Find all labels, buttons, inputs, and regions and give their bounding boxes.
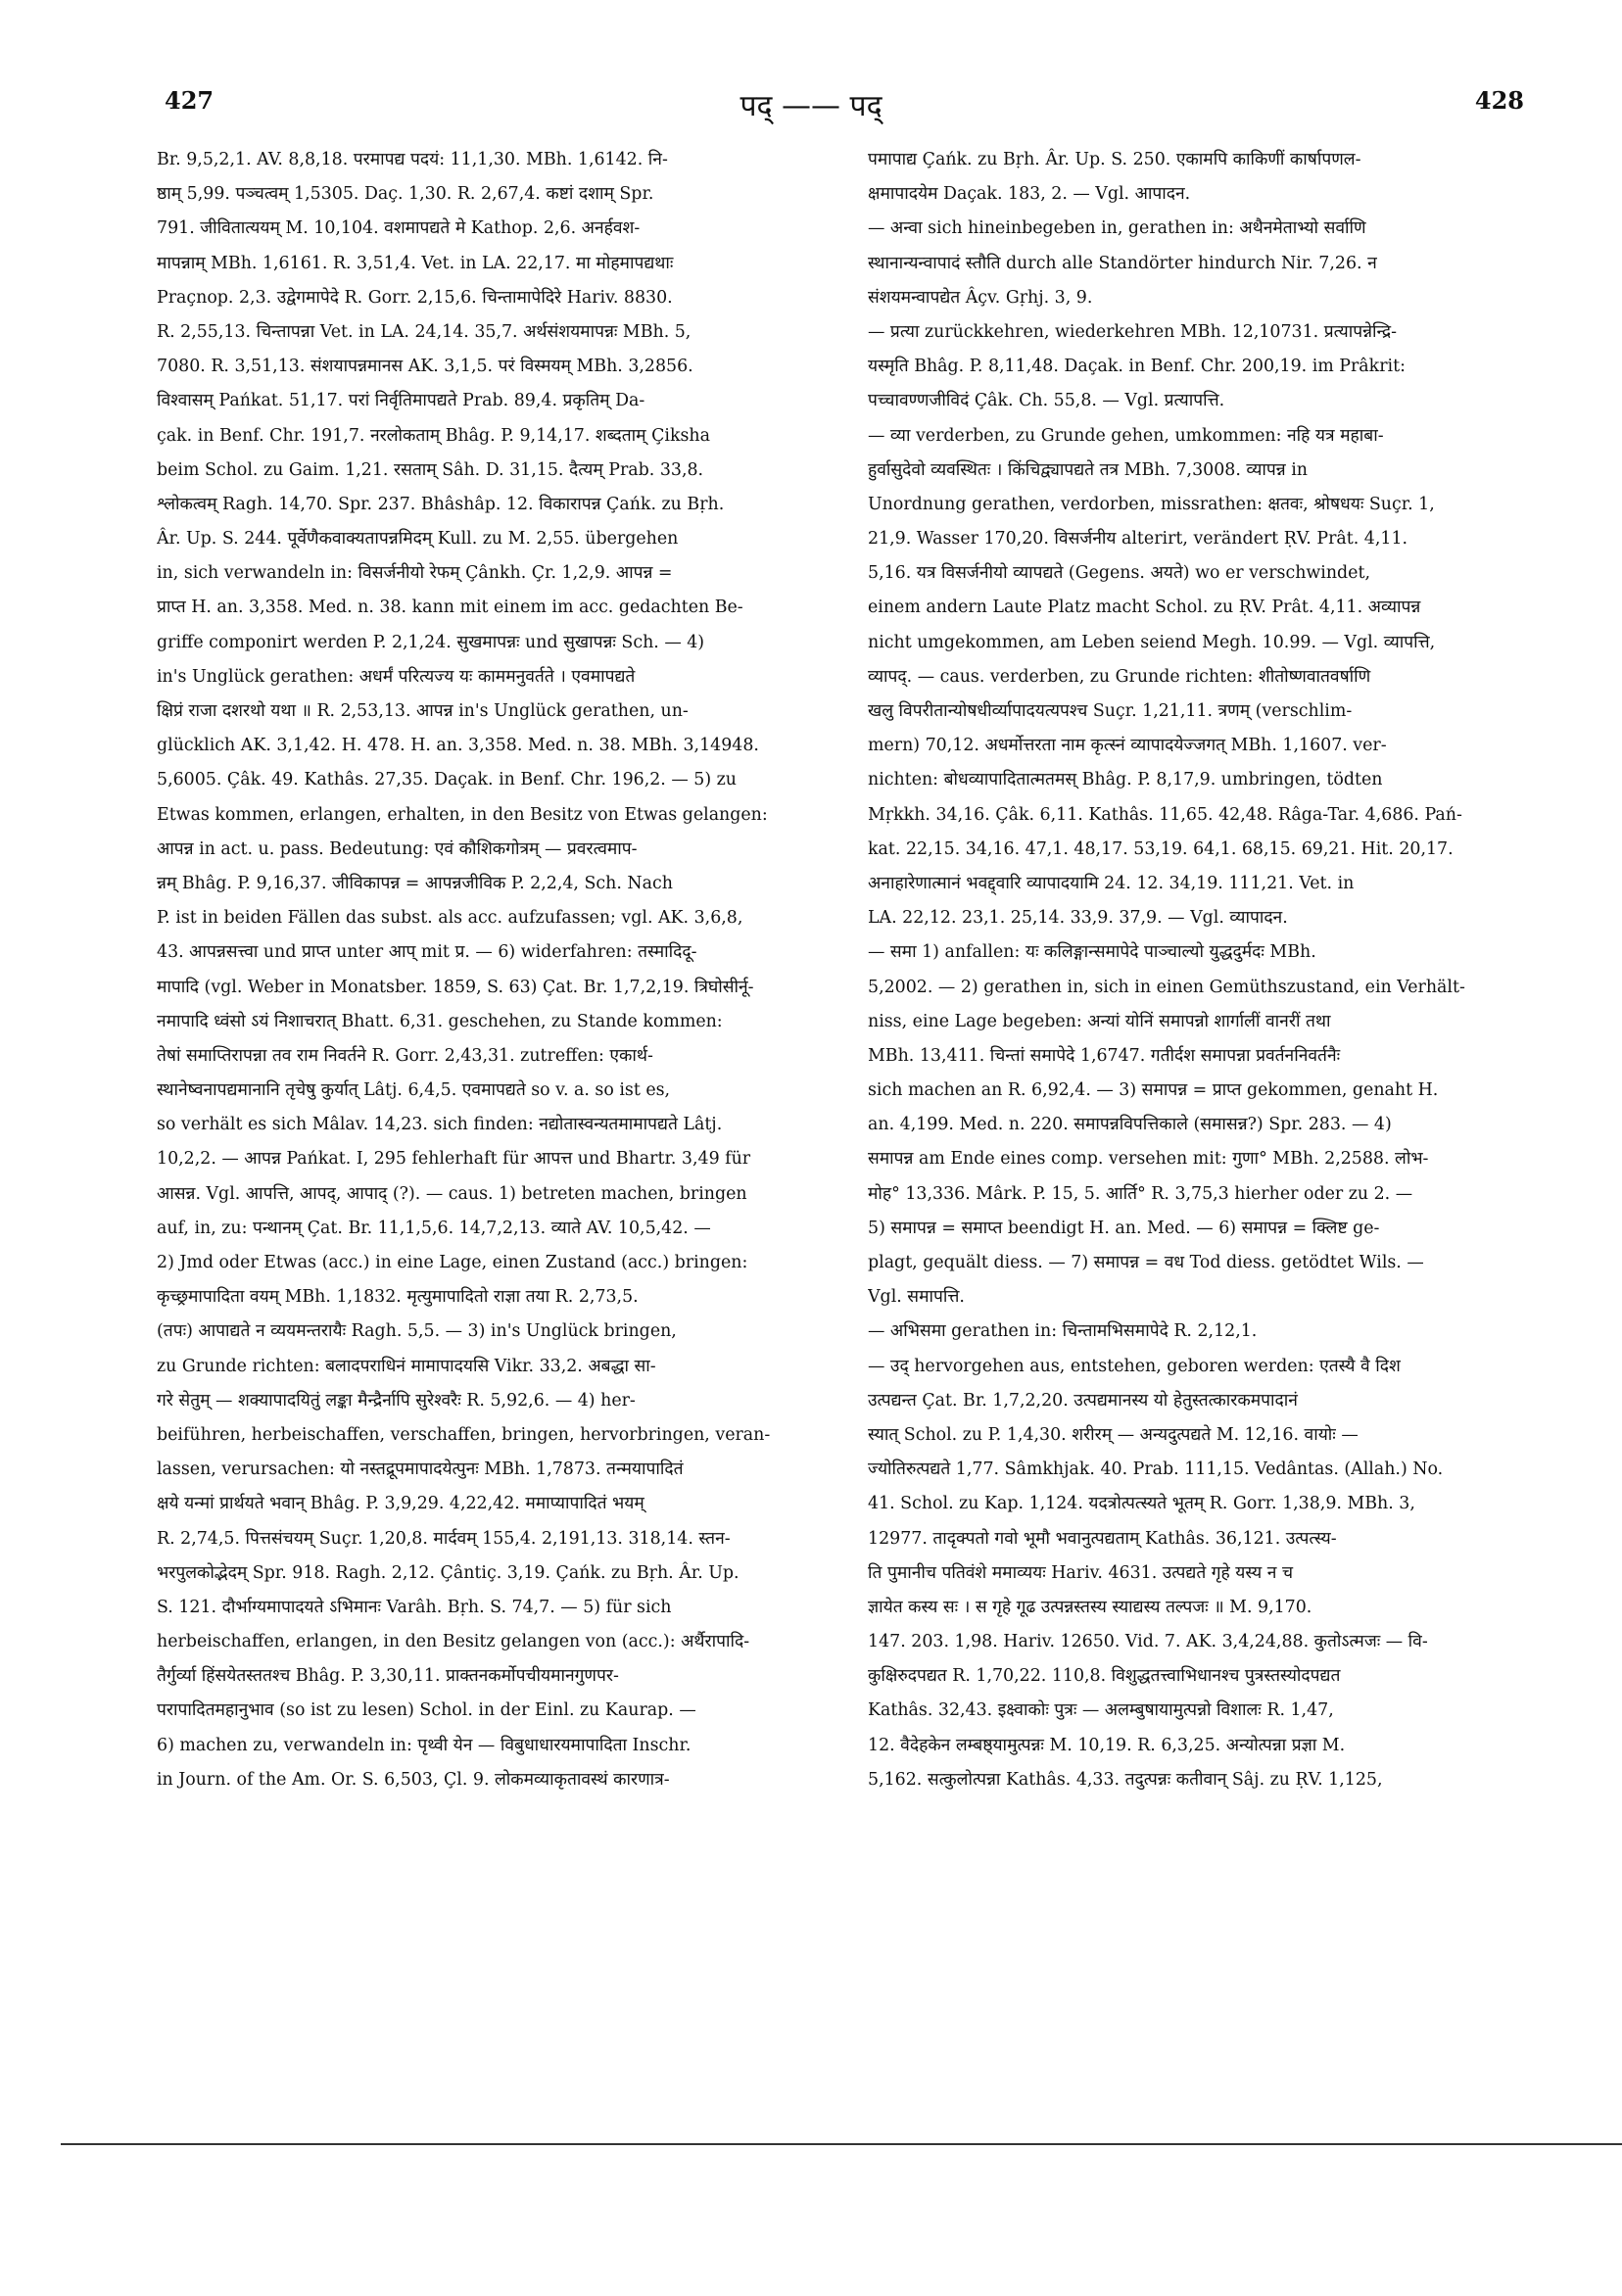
text-line: einem andern Laute Platz macht Schol. zu ṚV. Prât. 4,11. अव्यापन्न <box>868 598 1421 618</box>
text-line: an. 4,199. Med. n. 220. समापन्नविपत्तिकाले (समासन्न?) Spr. 283. — 4) <box>868 1115 1392 1135</box>
running-header: पद् —— पद् <box>739 89 883 123</box>
text-line: in's Unglück gerathen: अधर्मं परित्यज्य यः काममनुवर्तते । एवमापद्यते <box>157 666 636 687</box>
text-line: हुर्वासुदेवो व्यवस्थितः । किंचिद्व्यापद्यते तत्र MBh. 7,3008. व्यापन्न in <box>868 459 1309 480</box>
text-line: so verhält es sich Mâlav. 14,23. sich finden: नद्योतास्वन्यतमामापद्यते Lâtj. <box>157 1115 723 1135</box>
text-line: श्लोकत्वम् Ragh. 14,70. Spr. 237. Bhâshâp. 12. विकारापन्न Çańk. zu Bṛh. <box>157 494 725 514</box>
text-line: kat. 22,15. 34,16. 47,1. 48,17. 53,19. 64,1. 68,15. 69,21. Hit. 20,17. <box>868 838 1454 859</box>
text-line: कुक्षिरुदपद्यत R. 1,70,22. 110,8. विशुद्धतत्त्वाभिधानश्च पुत्रस्तस्योदपद्यत <box>868 1666 1341 1687</box>
text-line: 6) machen zu, verwandeln in: पृथ्वी येन — विबुधाधारयमापादिता Inschr. <box>157 1735 692 1755</box>
text-line: क्षमापादयेम Daçak. 183, 2. — Vgl. आपादन. <box>868 184 1191 205</box>
text-line: Kathâs. 32,43. इक्ष्वाकोः पुत्रः — अलम्बुषायामुत्पन्नो विशालः R. 1,47, <box>868 1700 1334 1721</box>
text-line: — समा 1) anfallen: यः कलिङ्गान्समापेदे पाञ्चाल्यो युद्धदुर्मदः MBh. <box>868 942 1316 963</box>
text-line: herbeischaffen, erlangen, in den Besitz gelangen von (acc.): अर्थैरापादि- <box>157 1632 750 1652</box>
text-line: griffe componirt werden P. 2,1,24. सुखमापन्नः und सुखापन्नः Sch. — 4) <box>157 632 705 652</box>
page-number-left: 427 <box>165 86 215 115</box>
text-line: स्थानान्यन्वापादं स्तौति durch alle Standörter hindurch Nir. 7,26. न <box>868 253 1377 273</box>
text-line: auf, in, zu: पन्थानम् Çat. Br. 11,1,5,6. 14,7,2,13. व्याते AV. 10,5,42. — <box>157 1218 711 1238</box>
text-line: आपन्न in act. u. pass. Bedeutung: एवं कौशिकगोत्रम् — प्रवरत्वमाप- <box>157 838 638 859</box>
text-line: 2) Jmd oder Etwas (acc.) in eine Lage, einen Zustand (acc.) bringen: <box>157 1253 748 1272</box>
text-line: Mṛkkh. 34,16. Çâk. 6,11. Kathâs. 11,65. 42,48. Râga-Tar. 4,686. Pań- <box>868 804 1462 825</box>
text-line: 147. 203. 1,98. Hariv. 12650. Vid. 7. AK. 3,4,24,88. कुतोऽत्मजः — वि- <box>868 1632 1428 1652</box>
text-line: MBh. 13,411. चिन्तां समापेदे 1,6747. गतीर्दश समापन्ना प्रवर्तननिवर्तनैः <box>868 1045 1341 1066</box>
text-line: P. ist in beiden Fällen das subst. als acc. aufzufassen; vgl. AK. 3,6,8, <box>157 908 743 929</box>
text-line: nichten: बोधव्यापादितात्मतमस् Bhâg. P. 8,17,9. umbringen, tödten <box>868 770 1383 790</box>
text-line: क्षये यन्मां प्रार्थयते भवान् Bhâg. P. 3,9,29. 4,22,42. ममाप्यापादितं भयम् <box>157 1494 644 1514</box>
text-line: तैर्गुर्व्या हिंसयेतस्ततश्च Bhâg. P. 3,30,11. प्राक्तनकर्मोपचीयमानगुणपर- <box>157 1666 619 1687</box>
text-line: आसन्न. Vgl. आपत्ति, आपद्, आपाद् (?). — caus. 1) betreten machen, bringen <box>157 1183 747 1204</box>
text-line: Praçnop. 2,3. उद्वेगमापेदे R. Gorr. 2,15,6. चिन्तामापेदिरे Hariv. 8830. <box>157 287 673 308</box>
text-line: 7080. R. 3,51,13. संशयापन्नमानस AK. 3,1,5. परं विस्मयम् MBh. 3,2856. <box>157 357 693 377</box>
text-line: lassen, verursachen: यो नस्तद्रूपमापादयेत्पुनः MBh. 1,7873. तन्मयापादितं <box>157 1459 684 1480</box>
text-line: तेषां समाप्तिरापन्ना तव राम निवर्तने R. Gorr. 2,43,31. zutreffen: एकार्थ- <box>157 1045 653 1066</box>
page-number-right: 428 <box>1474 86 1524 115</box>
text-line: व्यापद्. — caus. verderben, zu Grunde richten: शीतोष्णवातवर्षाणि <box>868 666 1371 687</box>
text-line: çak. in Benf. Chr. 191,7. नरलोकताम् Bhâg. P. 9,14,17. शब्दताम् Çiksha <box>157 425 710 446</box>
text-line: sich machen an R. 6,92,4. — 3) समापन्न = प्राप्त gekommen, genaht H. <box>868 1080 1439 1101</box>
text-line: 41. Schol. zu Kap. 1,124. यदत्रोत्पत्स्यते भूतम् R. Gorr. 1,38,9. MBh. 3, <box>868 1494 1415 1514</box>
text-line: glücklich AK. 3,1,42. H. 478. H. an. 3,358. Med. n. 38. MBh. 3,14948. <box>157 736 759 756</box>
text-line: (तपः) आपाद्यते न व्ययमन्तरायैः Ragh. 5,5. — 3) in's Unglück bringen, <box>157 1321 677 1342</box>
text-line: समापन्न am Ende eines comp. versehen mit: गुणा° MBh. 2,2588. लोभ- <box>868 1149 1429 1170</box>
text-line: न्नम् Bhâg. P. 9,16,37. जीविकापन्न = आपन्नजीविक P. 2,2,4, Sch. Nach <box>157 873 673 893</box>
text-line: 21,9. Wasser 170,20. विसर्जनीय alterirt, verändert ṚV. Prât. 4,11. <box>868 529 1408 550</box>
text-line: 12. वैदेहकेन लम्बष्ठ्यामुत्पन्नः M. 10,19. R. 6,3,25. अन्योत्पन्ना प्रज्ञा M. <box>868 1735 1346 1755</box>
text-line: LA. 22,12. 23,1. 25,14. 33,9. 37,9. — Vgl. व्यापादन. <box>868 908 1288 929</box>
text-line: S. 121. दौर्भाग्यमापादयते ऽभिमानः Varâh. Bṛh. S. 74,7. — 5) für sich <box>157 1597 672 1617</box>
text-line: कृच्छ्रमापादिता वयम् MBh. 1,1832. मृत्युमापादितो राज्ञा तया R. 2,73,5. <box>157 1287 639 1308</box>
text-line: — उद् hervorgehen aus, entstehen, geboren werden: एतस्यै वै दिश <box>868 1356 1401 1376</box>
text-line: मापन्नाम् MBh. 1,6161. R. 3,51,4. Vet. in LA. 22,17. मा मोहमापद्यथाः <box>157 253 674 273</box>
text-line: — अन्वा sich hineinbegeben in, gerathen in: अथैनमेताभ्यो सर्वाणि <box>868 218 1366 239</box>
text-line: Vgl. समापत्ति. <box>868 1287 965 1308</box>
text-line: गरे सेतुम् — शक्यापादयितुं लङ्का मैन्द्रैर्नापि सुरेश्वरैः R. 5,92,6. — 4) her- <box>157 1390 636 1411</box>
text-line: Etwas kommen, erlangen, erhalten, in den Besitz von Etwas gelangen: <box>157 804 768 825</box>
text-line: विश्वासम् Pańkat. 51,17. परां निर्वृतिमापद्यते Prab. 89,4. प्रकृतिम् Da- <box>157 391 645 411</box>
text-line: mern) 70,12. अधर्मोत्तरता नाम कृत्स्नं व्यापादयेज्जगत् MBh. 1,1607. ver- <box>868 736 1387 756</box>
text-line: स्यात् Schol. zu P. 1,4,30. शरीरम् — अन्यदुत्पद्यते M. 12,16. वायोः — <box>868 1424 1359 1445</box>
text-line: zu Grunde richten: बलादपराधिनं मामापादयसि Vikr. 33,2. अबद्धा सा- <box>157 1356 656 1376</box>
text-line: in, sich verwandeln in: विसर्जनीयो रेफम् Çânkh. Çr. 1,2,9. आपन्न = <box>157 563 673 584</box>
text-line: 5,6005. Çâk. 49. Kathâs. 27,35. Daçak. in Benf. Chr. 196,2. — 5) zu <box>157 770 738 790</box>
text-line: 791. जीवितात्ययम् M. 10,104. वशमापद्यते मे Kathop. 2,6. अनर्हवश- <box>157 218 641 239</box>
text-line: 5) समापन्न = समाप्त beendigt H. an. Med. — 6) समापन्न = क्लिष्ट ge- <box>868 1218 1380 1238</box>
text-line: Âr. Up. S. 244. पूर्वेणैकवाक्यतापन्नमिदम् Kull. zu M. 2,55. übergehen <box>157 529 679 550</box>
text-line: ज्ञायेत कस्य सः । स गृहे गूढ उत्पन्नस्तस्य स्याद्यस्य तल्पजः ॥ M. 9,170. <box>868 1597 1312 1617</box>
text-line: R. 2,74,5. पित्तसंचयम् Suçr. 1,20,8. मार्दवम् 155,4. 2,191,13. 318,14. स्तन- <box>157 1528 731 1549</box>
text-line: 10,2,2. — आपन्न Pańkat. I, 295 fehlerhaft für आपत्त und Bhartr. 3,49 für <box>157 1149 751 1170</box>
text-line: niss, eine Lage begeben: अन्यां योनिं समापन्नो शार्गालीं वानरीं तथा <box>868 1011 1331 1031</box>
text-line: ष्ठाम् 5,99. पञ्चत्वम् 1,5305. Daç. 1,30. R. 2,67,4. कष्टां दशाम् Spr. <box>157 184 654 205</box>
text-line: क्षिप्रं राजा दशरथो यथा ॥ R. 2,53,13. आपन्न in's Unglück gerathen, un- <box>157 701 689 721</box>
text-line: स्थानेष्वनापद्यमानानि तृचेषु कुर्यात् Lâtj. 6,4,5. एवमापद्यते so v. a. so ist es, <box>157 1080 671 1101</box>
text-line: ति पुमानीच पतिवंशे ममाव्ययः Hariv. 4631. उत्पद्यते गृहे यस्य न च <box>868 1562 1293 1583</box>
text-line: beiführen, herbeischaffen, verschaffen, bringen, hervorbringen, veran- <box>157 1424 771 1445</box>
text-line: भरपुलकोद्भेदम् Spr. 918. Ragh. 2,12. Çântiç. 3,19. Çańk. zu Bṛh. Âr. Up. <box>157 1562 739 1583</box>
text-line: in Journ. of the Am. Or. S. 6,503, Çl. 9. लोकमव्याकृतावस्थं कारणात्र- <box>157 1769 670 1790</box>
text-line: 43. आपन्नसत्त्वा und प्राप्त unter आप् mit प्र. — 6) widerfahren: तस्मादिदू- <box>157 942 697 963</box>
text-line: Br. 9,5,2,1. AV. 8,8,18. परमापद्य पदयं: 11,1,30. MBh. 1,6142. नि- <box>157 150 668 169</box>
text-line: यस्मृति Bhâg. P. 8,11,48. Daçak. in Benf. Chr. 200,19. im Prâkrit: <box>868 357 1406 377</box>
text-line: — व्या verderben, zu Grunde gehen, umkommen: नहि यत्र महाबा- <box>868 425 1384 446</box>
text-line: R. 2,55,13. चिन्तापन्ना Vet. in LA. 24,14. 35,7. अर्थसंशयमापन्नः MBh. 5, <box>157 321 692 342</box>
text-line: 5,16. यत्र विसर्जनीयो व्यापद्यते (Gegens. अयते) wo er verschwindet, <box>868 563 1370 584</box>
text-line: 12977. तादृक्पतो गवो भूमौ भवानुत्पद्यताम् Kathâs. 36,121. उत्पत्स्य- <box>868 1528 1337 1549</box>
text-line: — अभिसमा gerathen in: चिन्तामभिसमापेदे R. 2,12,1. <box>868 1321 1258 1342</box>
bottom-rule <box>61 2143 1622 2145</box>
text-line: उत्पद्यन्त Çat. Br. 1,7,2,20. उत्पद्यमानस्य यो हेतुस्तत्कारकमपादानं <box>868 1390 1298 1411</box>
text-line: प्राप्त H. an. 3,358. Med. n. 38. kann mit einem im acc. gedachten Be- <box>157 598 743 618</box>
text-line: plagt, gequält diess. — 7) समापन्न = वध Tod diess. getödtet Wils. — <box>868 1253 1424 1272</box>
text-line: पमापाद्य Çańk. zu Bṛh. Âr. Up. S. 250. एकामपि काकिणीं कार्षापणल- <box>868 150 1361 169</box>
right-column <box>868 143 1544 1797</box>
text-line: beim Schol. zu Gaim. 1,21. रसताम् Sâh. D. 31,15. दैत्यम् Prab. 33,8. <box>157 459 704 480</box>
text-line: पच्चावण्णजीविदं Çâk. Ch. 55,8. — Vgl. प्रत्यापत्ति. <box>868 391 1225 411</box>
text-line: ज्योतिरुत्पद्यते 1,77. Sâmkhjak. 40. Prab. 111,15. Vedântas. (Allah.) No. <box>868 1459 1444 1480</box>
left-column <box>157 143 833 1797</box>
text-line: खलु विपरीतान्योषधीर्व्यापादयत्यपश्च Suçr. 1,21,11. त्रणम् (verschlim- <box>868 701 1353 721</box>
text-line: अनाहारेणात्मानं भवद्द्वारि व्यापादयामि 24. 12. 34,19. 111,21. Vet. in <box>868 873 1355 893</box>
text-line: — प्रत्या zurückkehren, wiederkehren MBh. 12,10731. प्रत्यापन्नेन्द्रि- <box>868 321 1398 342</box>
text-line: संशयमन्वापद्येत Âçv. Gṛhj. 3, 9. <box>868 287 1093 308</box>
text-line: परापादितमहानुभाव (so ist zu lesen) Schol. in der Einl. zu Kaurap. — <box>157 1700 696 1721</box>
text-line: मापादि (vgl. Weber in Monatsber. 1859, S. 63) Çat. Br. 1,7,2,19. त्रिघोसीर्नू- <box>157 977 754 997</box>
text-line: Unordnung gerathen, verdorben, missrathen: क्षतवः, श्रोषधयः Suçr. 1, <box>868 494 1435 514</box>
text-line: nicht umgekommen, am Leben seiend Megh. 10.99. — Vgl. व्यापत्ति, <box>868 632 1436 652</box>
text-line: नमापादि ध्वंसो ऽयं निशाचरात् Bhatt. 6,31. geschehen, zu Stande kommen: <box>157 1011 723 1031</box>
text-line: मोह° 13,336. Mârk. P. 15, 5. आर्ति° R. 3,75,3 hierher oder zu 2. — <box>868 1183 1413 1204</box>
text-line: 5,162. सत्कुलोत्पन्ना Kathâs. 4,33. तदुत्पन्नः कतीवान् Sâj. zu ṚV. 1,125, <box>868 1769 1383 1790</box>
text-line: 5,2002. — 2) gerathen in, sich in einen Gemüthszustand, ein Verhält- <box>868 977 1465 997</box>
